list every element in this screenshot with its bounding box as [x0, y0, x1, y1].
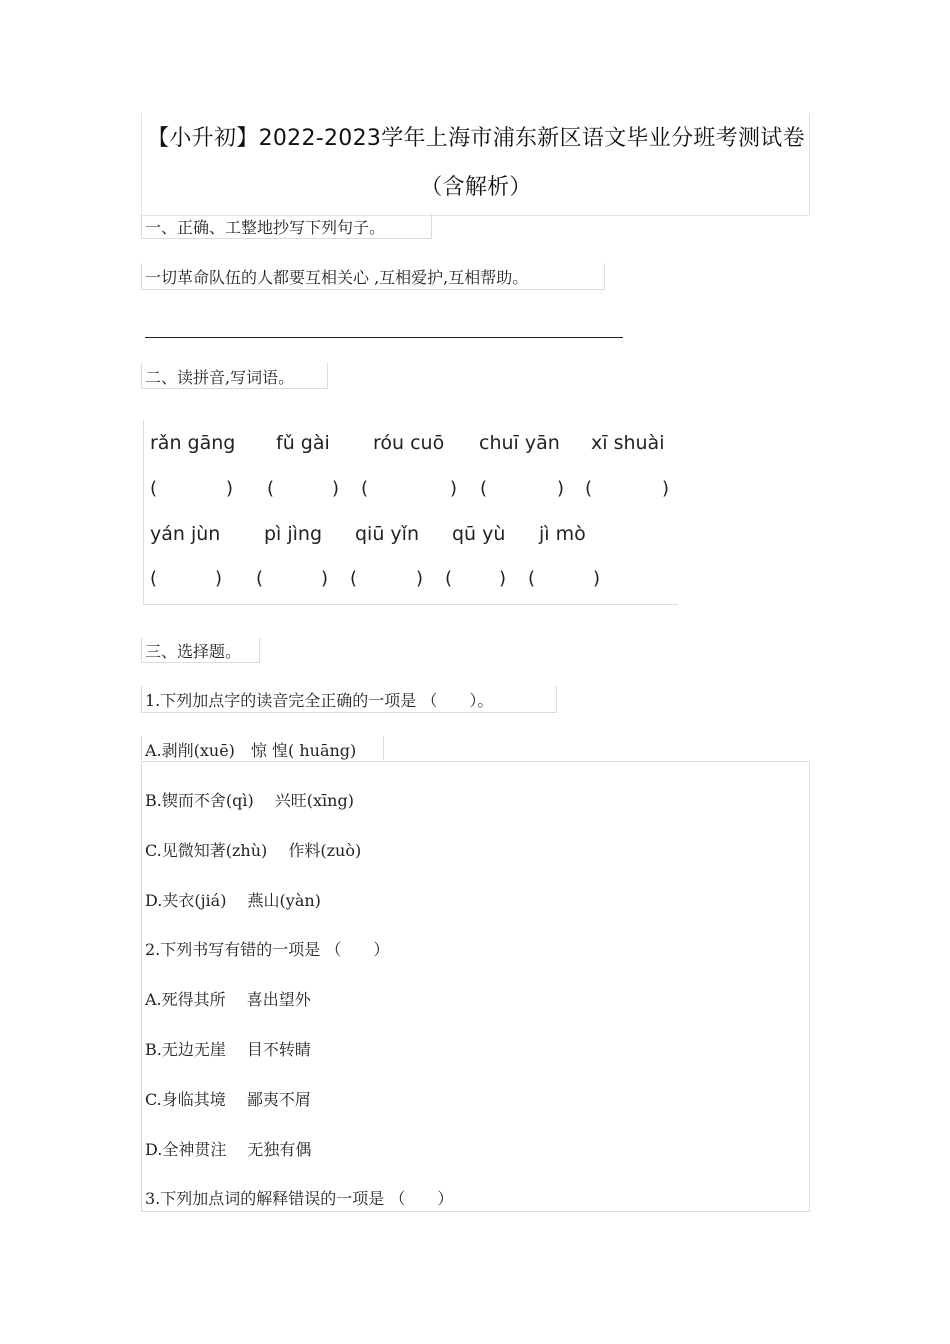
copy-answer-line[interactable] — [145, 337, 623, 338]
answer-blank-6-open: ( — [150, 568, 158, 589]
answer-blank-1-open: ( — [150, 478, 158, 499]
pinyin-3: róu cuō — [373, 432, 445, 454]
answer-blank-6-close: ) — [215, 568, 223, 589]
pinyin-4: chuī yān — [479, 432, 560, 454]
pinyin-10: jì mò — [539, 523, 586, 545]
answer-blank-4-open: ( — [480, 478, 488, 499]
question-2-option-d: D.全神贯注 无独有偶 — [145, 1140, 312, 1159]
question-2: 2.下列书写有错的一项是 （ ） — [145, 940, 390, 959]
answer-blank-5-open: ( — [585, 478, 593, 499]
answer-blank-1-close: ) — [226, 478, 234, 499]
question-2-option-b: B.无边无崖 目不转睛 — [145, 1040, 311, 1059]
answer-blank-7-open: ( — [256, 568, 264, 589]
answer-blank-2-close: ) — [332, 478, 340, 499]
pinyin-5: xī shuài — [591, 432, 665, 454]
question-1-option-a: A.剥削(xuē) 惊 惶( huāng) — [145, 741, 357, 760]
question-1: 1.下列加点字的读音完全正确的一项是 （ ）。 — [145, 691, 494, 710]
copy-sentence: 一切革命队伍的人都要互相关心 ,互相爱护,互相帮助。 — [145, 268, 529, 287]
pinyin-8: qiū yǐn — [355, 523, 419, 545]
answer-blank-2-open: ( — [267, 478, 275, 499]
answer-blank-5-close: ) — [662, 478, 670, 499]
question-2-option-c: C.身临其境 鄙夷不屑 — [145, 1090, 311, 1109]
answer-blank-9-close: ) — [499, 568, 507, 589]
answer-blank-10-open: ( — [528, 568, 536, 589]
section1-heading: 一、正确、工整地抄写下列句子。 — [145, 218, 386, 237]
pinyin-7: pì jìng — [264, 523, 323, 545]
answer-blank-3-close: ) — [450, 478, 458, 499]
document-title: 【小升初】2022-2023学年上海市浦东新区语文毕业分班考测试卷 — [147, 126, 805, 151]
pinyin-6: yán jùn — [150, 523, 221, 545]
pinyin-1: rǎn gāng — [150, 432, 236, 454]
answer-blank-9-open: ( — [445, 568, 453, 589]
question-1-option-c: C.见微知著(zhù) 作料(zuò) — [145, 841, 362, 860]
section3-heading: 三、选择题。 — [145, 642, 242, 661]
answer-blank-4-close: ) — [557, 478, 565, 499]
document-title-suffix: （含解析） — [420, 175, 532, 200]
pinyin-9: qū yù — [452, 523, 506, 545]
answer-blank-8-open: ( — [350, 568, 358, 589]
answer-blank-7-close: ) — [321, 568, 329, 589]
answer-blank-8-close: ) — [416, 568, 424, 589]
answer-blank-3-open: ( — [361, 478, 369, 499]
question-3: 3.下列加点词的解释错误的一项是 （ ） — [145, 1189, 454, 1208]
section2-heading: 二、读拼音,写词语。 — [145, 368, 295, 387]
answer-blank-10-close: ) — [593, 568, 601, 589]
question-1-option-d: D.夹衣(jiá) 燕山(yàn) — [145, 891, 321, 910]
pinyin-2: fǔ gài — [276, 432, 330, 454]
question-1-option-b: B.锲而不舍(qì) 兴旺(xīng) — [145, 791, 354, 810]
question-2-option-a: A.死得其所 喜出望外 — [145, 990, 311, 1009]
